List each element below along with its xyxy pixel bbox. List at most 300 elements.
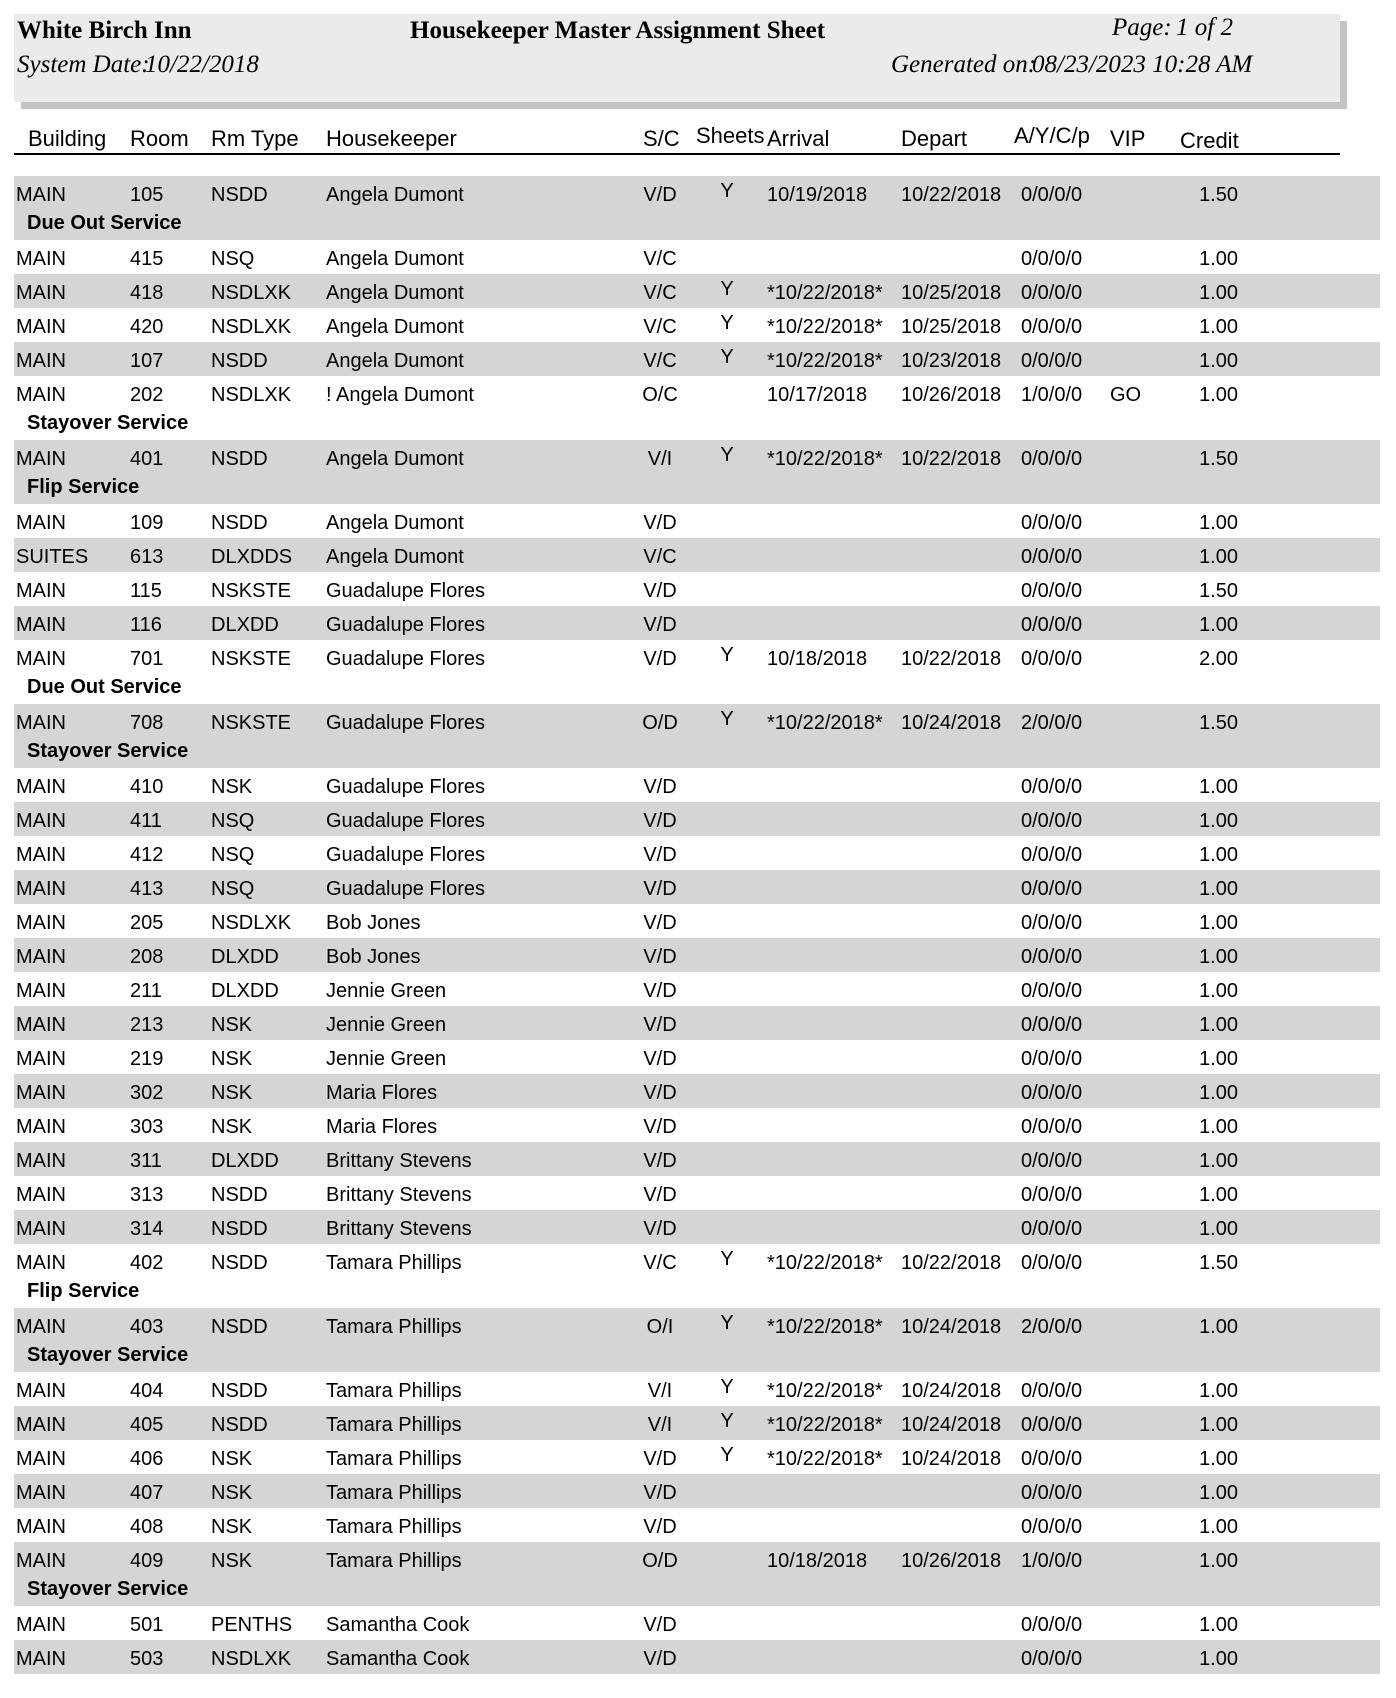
cell-room: 708 [130, 712, 164, 734]
cell-credit: 2.00 [1199, 648, 1238, 670]
cell-building: MAIN [16, 810, 66, 832]
col-housekeeper: Housekeeper [326, 126, 457, 151]
table-row [14, 1440, 1380, 1474]
cell-building: MAIN [16, 1048, 66, 1070]
cell-housekeeper: Tamara Phillips [326, 1448, 462, 1470]
service-type-label: Stayover Service [27, 1344, 189, 1366]
cell-rm-type: NSK [211, 776, 253, 798]
cell-sheets: Y [720, 1444, 734, 1466]
cell-sc: V/D [643, 1648, 677, 1670]
cell-aycp: 0/0/0/0 [1021, 1014, 1083, 1036]
cell-building: MAIN [16, 248, 66, 270]
assignment-list [14, 176, 1380, 1674]
cell-housekeeper: ! Angela Dumont [326, 384, 474, 406]
table-row [14, 640, 1380, 704]
cell-building: MAIN [16, 350, 66, 372]
cell-rm-type: NSDD [211, 1414, 268, 1436]
cell-rm-type: NSKSTE [211, 580, 292, 602]
cell-housekeeper: Guadalupe Flores [326, 878, 485, 900]
row-values [14, 440, 1380, 474]
cell-room: 405 [130, 1414, 164, 1436]
cell-building: MAIN [16, 1614, 66, 1636]
cell-building: MAIN [16, 184, 66, 206]
cell-arrival: 10/19/2018 [767, 184, 868, 206]
cell-arrival: *10/22/2018* [767, 316, 883, 338]
cell-building: MAIN [16, 1252, 66, 1274]
cell-building: MAIN [16, 1150, 66, 1172]
cell-sc: V/D [643, 512, 677, 534]
cell-credit: 1.00 [1199, 1614, 1238, 1636]
cell-building: MAIN [16, 648, 66, 670]
cell-room: 413 [130, 878, 164, 900]
cell-credit: 1.00 [1199, 1380, 1238, 1402]
cell-housekeeper: Jennie Green [326, 1014, 447, 1036]
cell-sheets: Y [720, 346, 734, 368]
cell-building: MAIN [16, 1316, 66, 1338]
cell-aycp: 0/0/0/0 [1021, 1516, 1083, 1538]
table-row [14, 1372, 1380, 1406]
cell-aycp: 0/0/0/0 [1021, 248, 1083, 270]
cell-room: 115 [130, 580, 162, 602]
cell-building: MAIN [16, 1482, 66, 1504]
cell-aycp: 0/0/0/0 [1021, 1116, 1083, 1138]
table-row [14, 938, 1380, 972]
cell-sc: V/C [643, 282, 677, 304]
cell-room: 404 [130, 1380, 164, 1402]
cell-credit: 1.50 [1199, 580, 1238, 602]
row-values [14, 504, 1380, 538]
cell-building: SUITES [16, 546, 89, 568]
cell-housekeeper: Samantha Cook [326, 1648, 470, 1670]
cell-rm-type: NSDD [211, 448, 268, 470]
table-row [14, 768, 1380, 802]
cell-depart: 10/22/2018 [901, 448, 1002, 470]
cell-sheets: Y [720, 180, 734, 202]
cell-building: MAIN [16, 1380, 66, 1402]
table-row [14, 1176, 1380, 1210]
cell-building: MAIN [16, 1648, 66, 1670]
page-number: 1 of 2 [1176, 14, 1233, 41]
cell-building: MAIN [16, 980, 66, 1002]
cell-aycp: 0/0/0/0 [1021, 1082, 1083, 1104]
cell-rm-type: NSDLXK [211, 282, 292, 304]
cell-housekeeper: Tamara Phillips [326, 1414, 462, 1436]
cell-sc: V/C [643, 248, 677, 270]
cell-aycp: 0/0/0/0 [1021, 350, 1083, 372]
cell-housekeeper: Bob Jones [326, 946, 421, 968]
table-row [14, 1508, 1380, 1542]
cell-sc: O/C [642, 384, 678, 406]
cell-sc: O/D [642, 712, 678, 734]
cell-depart: 10/24/2018 [901, 1414, 1002, 1436]
cell-building: MAIN [16, 946, 66, 968]
cell-credit: 1.00 [1199, 248, 1238, 270]
cell-room: 107 [130, 350, 164, 372]
cell-aycp: 0/0/0/0 [1021, 1648, 1083, 1670]
cell-credit: 1.00 [1199, 614, 1238, 636]
cell-rm-type: NSDD [211, 350, 268, 372]
row-values [14, 606, 1380, 640]
table-row [14, 704, 1380, 768]
cell-housekeeper: Jennie Green [326, 1048, 447, 1070]
cell-sc: V/I [647, 1380, 673, 1402]
cell-rm-type: NSDLXK [211, 1648, 292, 1670]
service-type-label: Stayover Service [27, 1578, 189, 1600]
cell-building: MAIN [16, 316, 66, 338]
cell-aycp: 2/0/0/0 [1021, 712, 1083, 734]
cell-housekeeper: Guadalupe Flores [326, 614, 485, 636]
cell-housekeeper: Tamara Phillips [326, 1380, 462, 1402]
cell-sc: V/D [643, 946, 677, 968]
cell-credit: 1.00 [1199, 512, 1238, 534]
cell-credit: 1.00 [1199, 1516, 1238, 1538]
cell-sc: V/D [643, 1184, 677, 1206]
cell-credit: 1.00 [1199, 384, 1238, 406]
cell-housekeeper: Guadalupe Flores [326, 844, 485, 866]
cell-arrival: 10/18/2018 [767, 648, 868, 670]
cell-sc: V/D [643, 810, 677, 832]
cell-room: 418 [130, 282, 164, 304]
cell-room: 213 [130, 1014, 164, 1036]
cell-arrival: 10/17/2018 [767, 384, 868, 406]
cell-credit: 1.00 [1199, 1218, 1238, 1240]
cell-rm-type: NSDD [211, 1252, 268, 1274]
cell-rm-type: NSQ [211, 810, 255, 832]
table-row [14, 376, 1380, 440]
table-row [14, 870, 1380, 904]
table-row [14, 1142, 1380, 1176]
cell-room: 406 [130, 1448, 164, 1470]
table-row [14, 1108, 1380, 1142]
cell-room: 701 [130, 648, 164, 670]
row-values [14, 1176, 1380, 1210]
report-header [14, 14, 1340, 102]
table-row [14, 1542, 1380, 1606]
cell-room: 219 [130, 1048, 164, 1070]
cell-credit: 1.00 [1199, 1482, 1238, 1504]
cell-rm-type: NSQ [211, 844, 255, 866]
cell-rm-type: NSDD [211, 1218, 268, 1240]
cell-room: 503 [130, 1648, 164, 1670]
cell-sc: V/D [643, 1116, 677, 1138]
cell-rm-type: NSDLXK [211, 316, 292, 338]
service-type-label: Stayover Service [27, 740, 189, 762]
cell-room: 403 [130, 1316, 164, 1338]
row-values [14, 572, 1380, 606]
cell-aycp: 0/0/0/0 [1021, 844, 1083, 866]
hotel-name: White Birch Inn [17, 17, 192, 44]
service-type-label: Due Out Service [27, 676, 182, 698]
cell-sc: V/D [643, 980, 677, 1002]
cell-aycp: 0/0/0/0 [1021, 1048, 1083, 1070]
cell-room: 407 [130, 1482, 164, 1504]
cell-aycp: 0/0/0/0 [1021, 1614, 1083, 1636]
cell-depart: 10/25/2018 [901, 282, 1002, 304]
cell-room: 116 [130, 614, 162, 636]
cell-aycp: 0/0/0/0 [1021, 1414, 1083, 1436]
cell-sheets: Y [720, 1376, 734, 1398]
cell-sc: V/D [643, 878, 677, 900]
row-values [14, 640, 1380, 674]
col-sheets: Sheets [696, 123, 765, 148]
cell-room: 409 [130, 1550, 164, 1572]
table-row [14, 1210, 1380, 1244]
cell-rm-type: NSQ [211, 878, 255, 900]
cell-building: MAIN [16, 1082, 66, 1104]
cell-credit: 1.00 [1199, 316, 1238, 338]
cell-sc: V/D [643, 614, 677, 636]
cell-credit: 1.00 [1199, 1316, 1238, 1338]
system-date: 10/22/2018 [145, 51, 259, 78]
cell-aycp: 1/0/0/0 [1021, 1550, 1083, 1572]
cell-housekeeper: Angela Dumont [326, 546, 464, 568]
cell-rm-type: NSDD [211, 1316, 268, 1338]
cell-housekeeper: Angela Dumont [326, 248, 464, 270]
cell-arrival: *10/22/2018* [767, 1252, 883, 1274]
cell-housekeeper: Brittany Stevens [326, 1218, 472, 1240]
cell-room: 613 [130, 546, 164, 568]
cell-aycp: 0/0/0/0 [1021, 614, 1083, 636]
cell-arrival: *10/22/2018* [767, 448, 883, 470]
col-arrival: Arrival [767, 126, 830, 151]
cell-rm-type: NSK [211, 1014, 253, 1036]
row-values [14, 342, 1380, 376]
cell-credit: 1.00 [1199, 1648, 1238, 1670]
cell-credit: 1.00 [1199, 912, 1238, 934]
table-row [14, 1006, 1380, 1040]
cell-rm-type: PENTHS [211, 1614, 293, 1636]
cell-housekeeper: Brittany Stevens [326, 1184, 472, 1206]
table-row [14, 240, 1380, 274]
cell-arrival: *10/22/2018* [767, 1316, 883, 1338]
cell-aycp: 0/0/0/0 [1021, 648, 1083, 670]
row-values [14, 1440, 1380, 1474]
row-values [14, 1244, 1380, 1278]
cell-aycp: 1/0/0/0 [1021, 384, 1083, 406]
cell-housekeeper: Brittany Stevens [326, 1150, 472, 1172]
cell-arrival: *10/22/2018* [767, 1448, 883, 1470]
cell-credit: 1.00 [1199, 1550, 1238, 1572]
cell-aycp: 0/0/0/0 [1021, 810, 1083, 832]
cell-housekeeper: Maria Flores [326, 1082, 438, 1104]
table-row [14, 1606, 1380, 1640]
cell-sheets: Y [720, 312, 734, 334]
cell-sc: V/D [643, 1082, 677, 1104]
cell-room: 402 [130, 1252, 164, 1274]
cell-housekeeper: Angela Dumont [326, 350, 464, 372]
cell-aycp: 0/0/0/0 [1021, 980, 1083, 1002]
cell-room: 313 [130, 1184, 164, 1206]
cell-aycp: 0/0/0/0 [1021, 776, 1083, 798]
cell-depart: 10/22/2018 [901, 1252, 1002, 1274]
cell-building: MAIN [16, 1116, 66, 1138]
cell-credit: 1.00 [1199, 980, 1238, 1002]
cell-sheets: Y [720, 444, 734, 466]
cell-rm-type: NSK [211, 1550, 253, 1572]
cell-housekeeper: Tamara Phillips [326, 1516, 462, 1538]
cell-arrival: *10/22/2018* [767, 1414, 883, 1436]
row-values [14, 938, 1380, 972]
row-values [14, 904, 1380, 938]
table-row [14, 1040, 1380, 1074]
cell-housekeeper: Angela Dumont [326, 282, 464, 304]
col-room: Room [130, 126, 189, 151]
cell-room: 303 [130, 1116, 164, 1138]
cell-depart: 10/23/2018 [901, 350, 1002, 372]
cell-housekeeper: Angela Dumont [326, 512, 464, 534]
cell-sc: V/I [647, 448, 673, 470]
cell-housekeeper: Angela Dumont [326, 448, 464, 470]
cell-room: 109 [130, 512, 164, 534]
cell-sc: V/C [643, 316, 677, 338]
cell-rm-type: NSDD [211, 184, 268, 206]
cell-housekeeper: Maria Flores [326, 1116, 438, 1138]
table-row [14, 1474, 1380, 1508]
service-type-label: Due Out Service [27, 212, 182, 234]
cell-credit: 1.00 [1199, 1082, 1238, 1104]
report-title: Housekeeper Master Assignment Sheet [410, 17, 826, 44]
cell-building: MAIN [16, 1516, 66, 1538]
cell-room: 205 [130, 912, 164, 934]
cell-credit: 1.00 [1199, 1448, 1238, 1470]
cell-building: MAIN [16, 912, 66, 934]
cell-aycp: 0/0/0/0 [1021, 580, 1083, 602]
cell-housekeeper: Angela Dumont [326, 184, 464, 206]
row-values [14, 240, 1380, 274]
row-values [14, 1406, 1380, 1440]
table-row [14, 274, 1380, 308]
col-sc: S/C [643, 126, 680, 151]
cell-depart: 10/25/2018 [901, 316, 1002, 338]
cell-credit: 1.00 [1199, 776, 1238, 798]
cell-arrival: *10/22/2018* [767, 712, 883, 734]
cell-sc: V/D [643, 1014, 677, 1036]
table-row [14, 1308, 1380, 1372]
cell-sc: V/D [643, 580, 677, 602]
cell-room: 302 [130, 1082, 164, 1104]
cell-depart: 10/26/2018 [901, 384, 1002, 406]
cell-aycp: 2/0/0/0 [1021, 1316, 1083, 1338]
cell-room: 410 [130, 776, 164, 798]
col-credit: Credit [1180, 128, 1239, 153]
row-values [14, 308, 1380, 342]
cell-arrival: *10/22/2018* [767, 1380, 883, 1402]
cell-sc: V/D [643, 1516, 677, 1538]
table-row [14, 1640, 1380, 1674]
cell-room: 501 [130, 1614, 164, 1636]
cell-room: 202 [130, 384, 164, 406]
system-date-label: System Date: [17, 51, 150, 78]
row-values [14, 376, 1380, 410]
cell-building: MAIN [16, 282, 66, 304]
cell-building: MAIN [16, 712, 66, 734]
row-values [14, 870, 1380, 904]
cell-building: MAIN [16, 878, 66, 900]
cell-sc: V/D [643, 648, 677, 670]
page-label: Page: [1112, 14, 1172, 41]
cell-rm-type: NSDD [211, 1184, 268, 1206]
cell-aycp: 0/0/0/0 [1021, 184, 1083, 206]
cell-building: MAIN [16, 1550, 66, 1572]
cell-rm-type: NSKSTE [211, 648, 292, 670]
row-values [14, 1542, 1380, 1576]
cell-rm-type: NSK [211, 1048, 253, 1070]
cell-sheets: Y [720, 278, 734, 300]
cell-sc: V/C [643, 350, 677, 372]
cell-sc: V/D [643, 776, 677, 798]
cell-depart: 10/24/2018 [901, 1380, 1002, 1402]
cell-aycp: 0/0/0/0 [1021, 1448, 1083, 1470]
cell-aycp: 0/0/0/0 [1021, 946, 1083, 968]
cell-rm-type: NSK [211, 1082, 253, 1104]
row-values [14, 1508, 1380, 1542]
row-values [14, 538, 1380, 572]
cell-rm-type: NSKSTE [211, 712, 292, 734]
cell-credit: 1.50 [1199, 1252, 1238, 1274]
cell-rm-type: NSQ [211, 248, 255, 270]
cell-rm-type: DLXDDS [211, 546, 293, 568]
col-building: Building [28, 126, 107, 151]
cell-arrival: 10/18/2018 [767, 1550, 868, 1572]
row-values [14, 1474, 1380, 1508]
cell-room: 420 [130, 316, 164, 338]
cell-credit: 1.00 [1199, 1048, 1238, 1070]
cell-sc: V/I [647, 1414, 673, 1436]
cell-aycp: 0/0/0/0 [1021, 912, 1083, 934]
cell-housekeeper: Tamara Phillips [326, 1316, 462, 1338]
cell-depart: 10/22/2018 [901, 648, 1002, 670]
cell-rm-type: NSK [211, 1482, 253, 1504]
row-values [14, 1006, 1380, 1040]
table-row [14, 904, 1380, 938]
cell-depart: 10/24/2018 [901, 712, 1002, 734]
cell-rm-type: NSDLXK [211, 384, 292, 406]
cell-depart: 10/24/2018 [901, 1316, 1002, 1338]
cell-building: MAIN [16, 448, 66, 470]
cell-credit: 1.00 [1199, 946, 1238, 968]
cell-depart: 10/22/2018 [901, 184, 1002, 206]
cell-aycp: 0/0/0/0 [1021, 1380, 1083, 1402]
cell-room: 401 [130, 448, 164, 470]
cell-vip: GO [1110, 384, 1142, 406]
cell-sheets: Y [720, 1410, 734, 1432]
col-vip: VIP [1110, 126, 1146, 151]
col-rm-type: Rm Type [211, 126, 299, 151]
row-values [14, 768, 1380, 802]
col-depart: Depart [901, 126, 968, 151]
cell-housekeeper: Guadalupe Flores [326, 648, 485, 670]
cell-building: MAIN [16, 776, 66, 798]
cell-rm-type: NSDD [211, 512, 268, 534]
cell-aycp: 0/0/0/0 [1021, 546, 1083, 568]
table-row [14, 176, 1380, 240]
cell-aycp: 0/0/0/0 [1021, 282, 1083, 304]
cell-credit: 1.00 [1199, 844, 1238, 866]
cell-building: MAIN [16, 580, 66, 602]
cell-rm-type: NSDLXK [211, 912, 292, 934]
cell-credit: 1.00 [1199, 1014, 1238, 1036]
cell-building: MAIN [16, 1014, 66, 1036]
cell-credit: 1.00 [1199, 1150, 1238, 1172]
service-type-label: Stayover Service [27, 412, 189, 434]
row-values [14, 1606, 1380, 1640]
cell-rm-type: DLXDD [211, 1150, 279, 1172]
row-values [14, 836, 1380, 870]
cell-aycp: 0/0/0/0 [1021, 1150, 1083, 1172]
cell-room: 211 [130, 980, 162, 1002]
cell-credit: 1.50 [1199, 184, 1238, 206]
cell-rm-type: DLXDD [211, 946, 279, 968]
